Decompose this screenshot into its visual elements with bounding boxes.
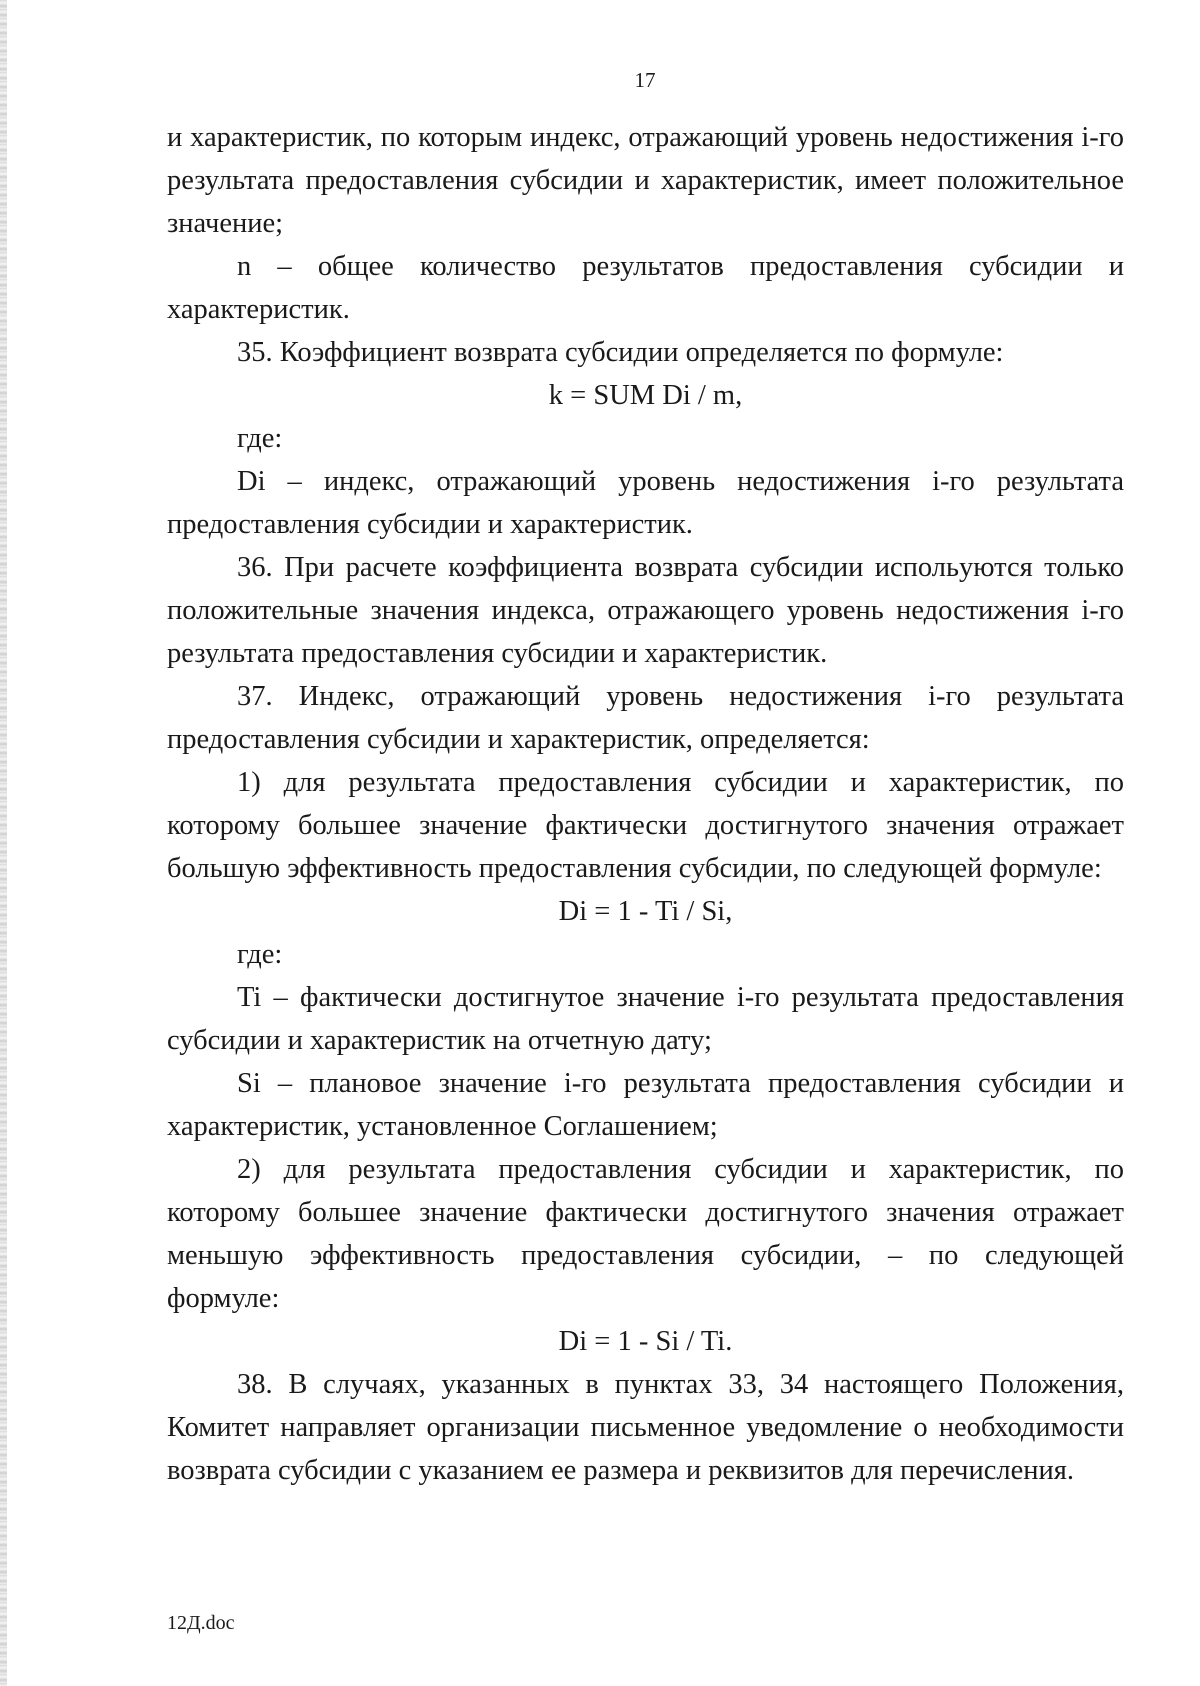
where-label-1: где:: [237, 423, 283, 454]
definition-di: Di – индекс, отражающий уровень недостижения i-го результата предоставления субсидии и характеристик.: [167, 466, 1124, 540]
definition-ti: Ti – фактически достигнутое значение i-го результата предоставления субсидии и характеристик на отчетную дату;: [167, 982, 1124, 1056]
clause-37-item-1: 1) для результата предоставления субсидии и характеристик, по которому большее значение фактически достигнутого значения отражает большую эффективность предоставления субсидии, по следующей формуле:: [167, 767, 1124, 884]
clause-35: 35. Коэффициент возврата субсидии определяется по формуле:: [237, 337, 1004, 368]
scan-edge: [0, 0, 7, 1686]
definition-si: Si – плановое значение i-го результата предоставления субсидии и характеристик, установленное Соглашением;: [167, 1068, 1124, 1142]
document-body: [167, 116, 1124, 1492]
formula-di-1: Di = 1 - Ti / Si,: [558, 896, 733, 927]
footer-filename: 12Д.doc: [167, 1612, 235, 1634]
clause-37-item-2: 2) для результата предоставления субсидии и характеристик, по которому большее значение фактически достигнутого значения отражает меньшую эффективность предоставления субсидии, – по следующей формуле:: [167, 1154, 1124, 1314]
where-label-2: где:: [237, 939, 283, 970]
clause-38: 38. В случаях, указанных в пунктах 33, 34 настоящего Положения, Комитет направляет организации письменное уведомление о необходимости возврата субсидии с указанием ее размера и реквизитов для перечисления.: [167, 1369, 1124, 1486]
formula-k: k = SUM Di / m,: [548, 380, 743, 411]
paragraph-continuation: и характеристик, по которым индекс, отражающий уровень недостижения i-го результата предоставления субсидии и характеристик, имеет положительное значение;: [167, 122, 1124, 239]
formula-di-2: Di = 1 - Si / Ti.: [558, 1326, 733, 1357]
definition-n: n – общее количество результатов предоставления субсидии и характеристик.: [167, 251, 1124, 325]
page-number: 17: [634, 68, 656, 92]
clause-36: 36. При расчете коэффициента возврата субсидии испольуются только положительные значения индекса, отражающего уровень недостижения i-го результата предоставления субсидии и характеристик.: [167, 552, 1124, 669]
clause-37: 37. Индекс, отражающий уровень недостижения i-го результата предоставления субсидии и характеристик, определяется:: [167, 681, 1124, 755]
